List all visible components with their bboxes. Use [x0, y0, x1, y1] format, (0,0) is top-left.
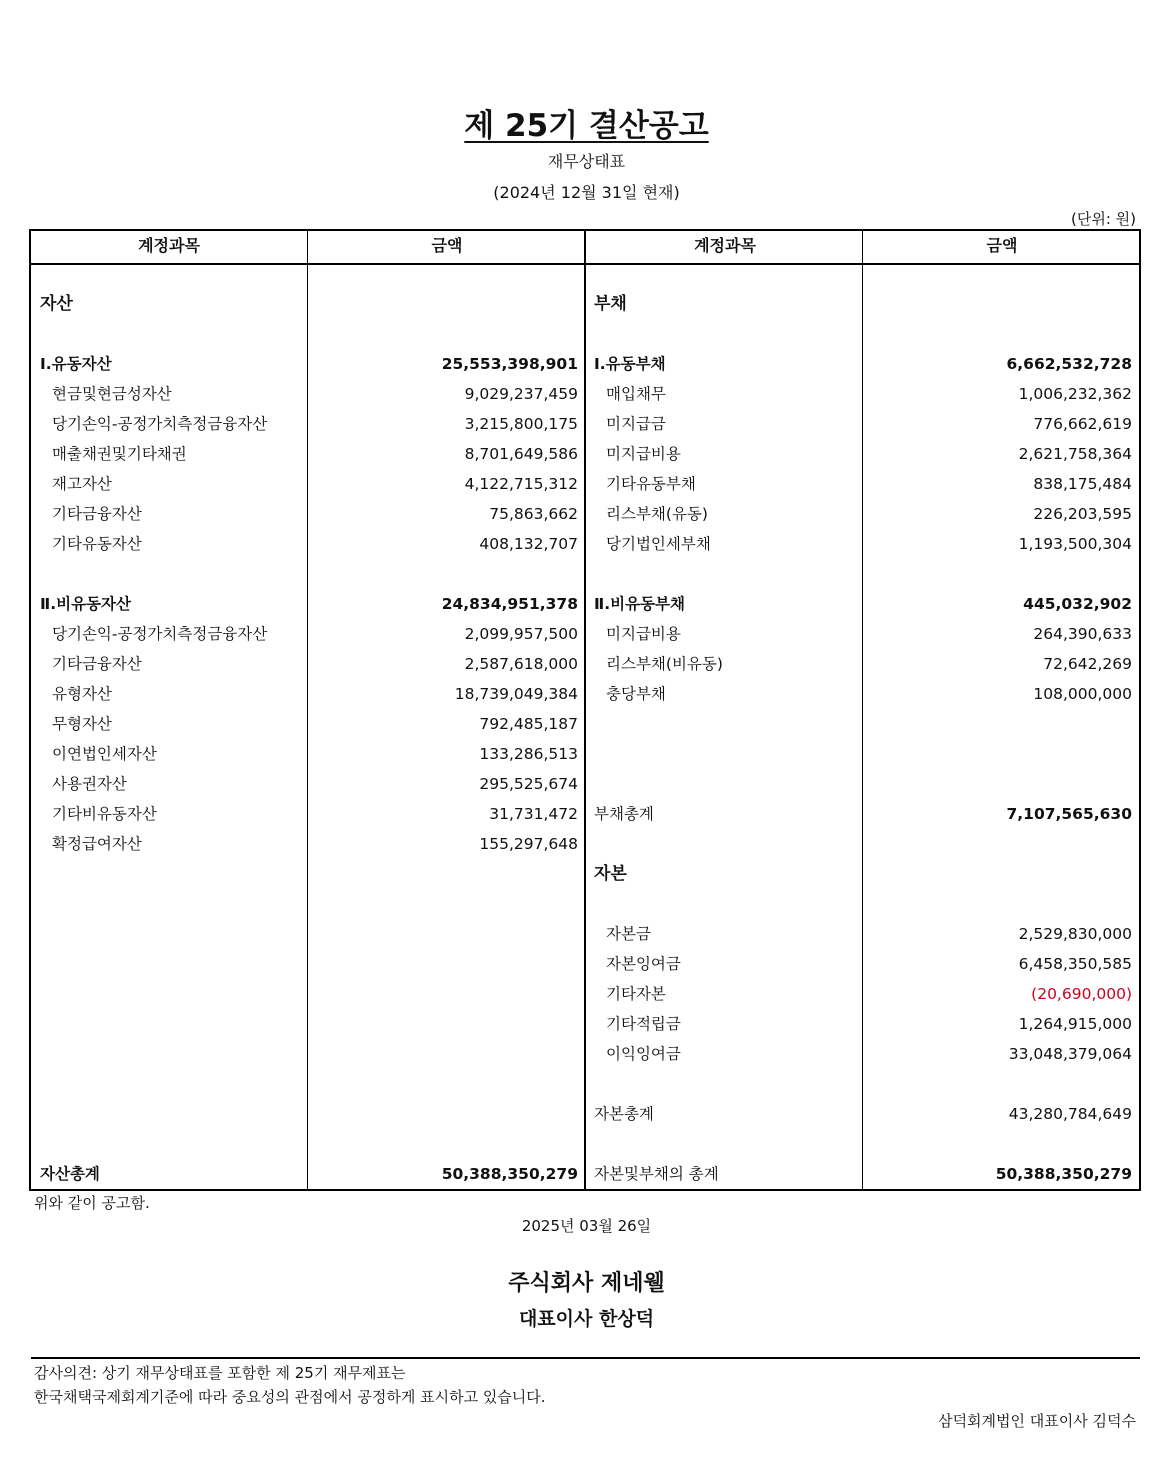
- statement-date: (2024년 12월 31일 현재): [493, 183, 680, 202]
- right_rows-amount-value: 1,264,915,000: [1018, 1015, 1132, 1033]
- right_rows-amount-value: 2,529,830,000: [1018, 925, 1132, 943]
- left_rows-row: [40, 799, 578, 829]
- left_rows-amount-value: 155,297,648: [479, 835, 578, 853]
- left_rows-amount-value: 8,701,649,586: [464, 445, 578, 463]
- statement-name: 재무상태표: [547, 152, 626, 171]
- unit-label: (단위: 원): [1071, 210, 1136, 228]
- left_rows-account-label: Ⅰ.유동자산: [40, 355, 112, 373]
- right_rows-row: [594, 499, 1132, 529]
- left_rows-account-label: 기타금융자산: [52, 505, 142, 523]
- right_rows-account-label: 미지급비용: [606, 625, 681, 643]
- right_rows-row: [594, 289, 1132, 319]
- right_rows-amount-value: 838,175,484: [1033, 475, 1132, 493]
- notice-title: 제 25기 결산공고: [464, 108, 709, 144]
- left_rows-account-label: 기타금융자산: [52, 655, 142, 673]
- right_rows-row: [594, 1039, 1132, 1069]
- total-assets-row: [40, 1159, 578, 1189]
- right_rows-amount-value: 776,662,619: [1033, 415, 1132, 433]
- left_rows-row: [40, 709, 578, 739]
- right_rows-amount-value: 6,662,532,728: [1006, 355, 1132, 373]
- right_rows-account-label: 충당부채: [606, 685, 666, 703]
- right_rows-account-label: 기타적립금: [606, 1015, 681, 1033]
- right_rows-row: [594, 1009, 1132, 1039]
- total-liabilities-equity-label: 자본및부채의 총계: [594, 1165, 719, 1183]
- left_rows-account-label: 이연법인세자산: [52, 745, 157, 763]
- left_rows-amount-value: 75,863,662: [489, 505, 578, 523]
- right_rows-row: [594, 349, 1132, 379]
- notice-text: 위와 같이 공고함.: [34, 1194, 150, 1212]
- left_rows-amount-value: 792,485,187: [479, 715, 578, 733]
- right_rows-amount-value: 43,280,784,649: [1008, 1105, 1132, 1123]
- right_rows-amount-value: 108,000,000: [1033, 685, 1132, 703]
- right_rows-row: [594, 679, 1132, 709]
- right_rows-row: [594, 799, 1132, 829]
- left_rows-amount-value: 408,132,707: [479, 535, 578, 553]
- left_rows-amount-value: 18,739,049,384: [454, 685, 578, 703]
- right_rows-row: [594, 619, 1132, 649]
- left_rows-account-label: 현금및현금성자산: [52, 385, 172, 403]
- notice-date: 2025년 03월 26일: [521, 1217, 652, 1235]
- left_rows-row: [40, 349, 578, 379]
- left_rows-account-label: 당기손익-공정가치측정금융자산: [52, 415, 268, 433]
- left_rows-row: [40, 439, 578, 469]
- left_rows-amount-value: 31,731,472: [489, 805, 578, 823]
- right_rows-amount-value: 226,203,595: [1033, 505, 1132, 523]
- auditor-name: 삼덕회계법인 대표이사 김덕수: [938, 1412, 1136, 1430]
- right_rows-row: [594, 949, 1132, 979]
- right_rows-account-label: 자본잉여금: [606, 955, 681, 973]
- header-account-right: 계정과목: [694, 236, 756, 255]
- right_rows-amount-value: 264,390,633: [1033, 625, 1132, 643]
- left_rows-amount-value: 2,099,957,500: [464, 625, 578, 643]
- right_rows-account-label: 자본금: [606, 925, 651, 943]
- right_rows-account-label: 부채: [594, 294, 627, 314]
- left_rows-account-label: 유형자산: [52, 685, 112, 703]
- header-amount-left: 금액: [431, 236, 463, 255]
- right_rows-account-label: 자본총계: [594, 1105, 654, 1123]
- right_rows-account-label: 자본: [594, 864, 627, 884]
- left_rows-row: [40, 619, 578, 649]
- left_rows-account-label: 기타비유동자산: [52, 805, 157, 823]
- right_rows-row: [594, 1099, 1132, 1129]
- audit-opinion-line-1: 감사의견: 상기 재무상태표를 포함한 제 25기 재무제표는: [34, 1364, 406, 1382]
- total-assets-amount: 50,388,350,279: [441, 1165, 578, 1183]
- left_rows-row: [40, 739, 578, 769]
- left_rows-account-label: 확정급여자산: [52, 835, 142, 853]
- total-liabilities-equity-amount: 50,388,350,279: [995, 1165, 1132, 1183]
- left_rows-account-label: 당기손익-공정가치측정금융자산: [52, 625, 268, 643]
- right_rows-amount-value: 6,458,350,585: [1018, 955, 1132, 973]
- right_rows-account-label: 미지급금: [606, 415, 666, 433]
- left_rows-row: [40, 589, 578, 619]
- right_rows-row: [594, 919, 1132, 949]
- right_rows-account-label: 미지급비용: [606, 445, 681, 463]
- right_rows-row: [594, 979, 1132, 1009]
- left_rows-amount-value: 2,587,618,000: [464, 655, 578, 673]
- right_rows-row: [594, 439, 1132, 469]
- left_rows-account-label: 기타유동자산: [52, 535, 142, 553]
- right_rows-row: [594, 379, 1132, 409]
- right_rows-row: [594, 649, 1132, 679]
- right_rows-account-label: 부채총계: [594, 805, 654, 823]
- left_rows-amount-value: 4,122,715,312: [464, 475, 578, 493]
- left_rows-row: [40, 379, 578, 409]
- right_rows-amount-value: 72,642,269: [1043, 655, 1132, 673]
- right_rows-amount-value: (20,690,000): [1031, 985, 1132, 1003]
- left_rows-row: [40, 679, 578, 709]
- left_rows-amount-value: 133,286,513: [479, 745, 578, 763]
- left_rows-amount-value: 295,525,674: [479, 775, 578, 793]
- left_rows-row: [40, 499, 578, 529]
- left_rows-amount-value: 3,215,800,175: [464, 415, 578, 433]
- left_rows-row: [40, 829, 578, 859]
- total-assets-label: 자산총계: [40, 1165, 100, 1183]
- left_rows-amount-value: 24,834,951,378: [441, 595, 578, 613]
- header-account-left: 계정과목: [138, 236, 200, 255]
- column-divider-center: [584, 231, 586, 1189]
- audit-opinion-line-2: 한국채택국제회계기준에 따라 중요성의 관점에서 공정하게 표시하고 있습니다.: [34, 1388, 546, 1406]
- right_rows-account-label: 리스부채(비유동): [606, 655, 723, 673]
- right_rows-account-label: 리스부채(유동): [606, 505, 708, 523]
- audit-divider: [31, 1357, 1140, 1359]
- right_rows-row: [594, 469, 1132, 499]
- right_rows-row: [594, 529, 1132, 559]
- right_rows-amount-value: 1,193,500,304: [1018, 535, 1132, 553]
- right_rows-account-label: 기타자본: [606, 985, 666, 1003]
- left_rows-row: [40, 289, 578, 319]
- ceo-name: 대표이사 한상덕: [518, 1308, 655, 1330]
- header-amount-right: 금액: [986, 236, 1018, 255]
- left_rows-account-label: Ⅱ.비유동자산: [40, 595, 131, 613]
- left_rows-account-label: 자산: [40, 294, 73, 314]
- total-liabilities-equity-row: [594, 1159, 1132, 1189]
- left_rows-row: [40, 769, 578, 799]
- right_rows-account-label: 당기법인세부채: [606, 535, 711, 553]
- left_rows-row: [40, 529, 578, 559]
- right_rows-amount-value: 445,032,902: [1023, 595, 1132, 613]
- left_rows-account-label: 매출채권및기타채권: [52, 445, 187, 463]
- right_rows-row: [594, 859, 1132, 889]
- right_rows-row: [594, 589, 1132, 619]
- left_rows-account-label: 재고자산: [52, 475, 112, 493]
- left_rows-amount-value: 25,553,398,901: [441, 355, 578, 373]
- left_rows-row: [40, 649, 578, 679]
- left_rows-account-label: 무형자산: [52, 715, 112, 733]
- company-name: 주식회사 제네웰: [508, 1271, 665, 1296]
- right_rows-amount-value: 1,006,232,362: [1018, 385, 1132, 403]
- right_rows-amount-value: 7,107,565,630: [1006, 805, 1132, 823]
- right_rows-account-label: 매입채무: [606, 385, 666, 403]
- left_rows-amount-value: 9,029,237,459: [464, 385, 578, 403]
- left_rows-account-label: 사용권자산: [52, 775, 127, 793]
- balance-sheet-table: [29, 229, 1141, 1191]
- right_rows-row: [594, 409, 1132, 439]
- right_rows-amount-value: 2,621,758,364: [1018, 445, 1132, 463]
- right_rows-account-label: 기타유동부채: [606, 475, 696, 493]
- left_rows-row: [40, 409, 578, 439]
- right_rows-amount-value: 33,048,379,064: [1008, 1045, 1132, 1063]
- right_rows-account-label: 이익잉여금: [606, 1045, 681, 1063]
- right_rows-account-label: Ⅱ.비유동부채: [594, 595, 685, 613]
- right_rows-account-label: Ⅰ.유동부채: [594, 355, 666, 373]
- left_rows-row: [40, 469, 578, 499]
